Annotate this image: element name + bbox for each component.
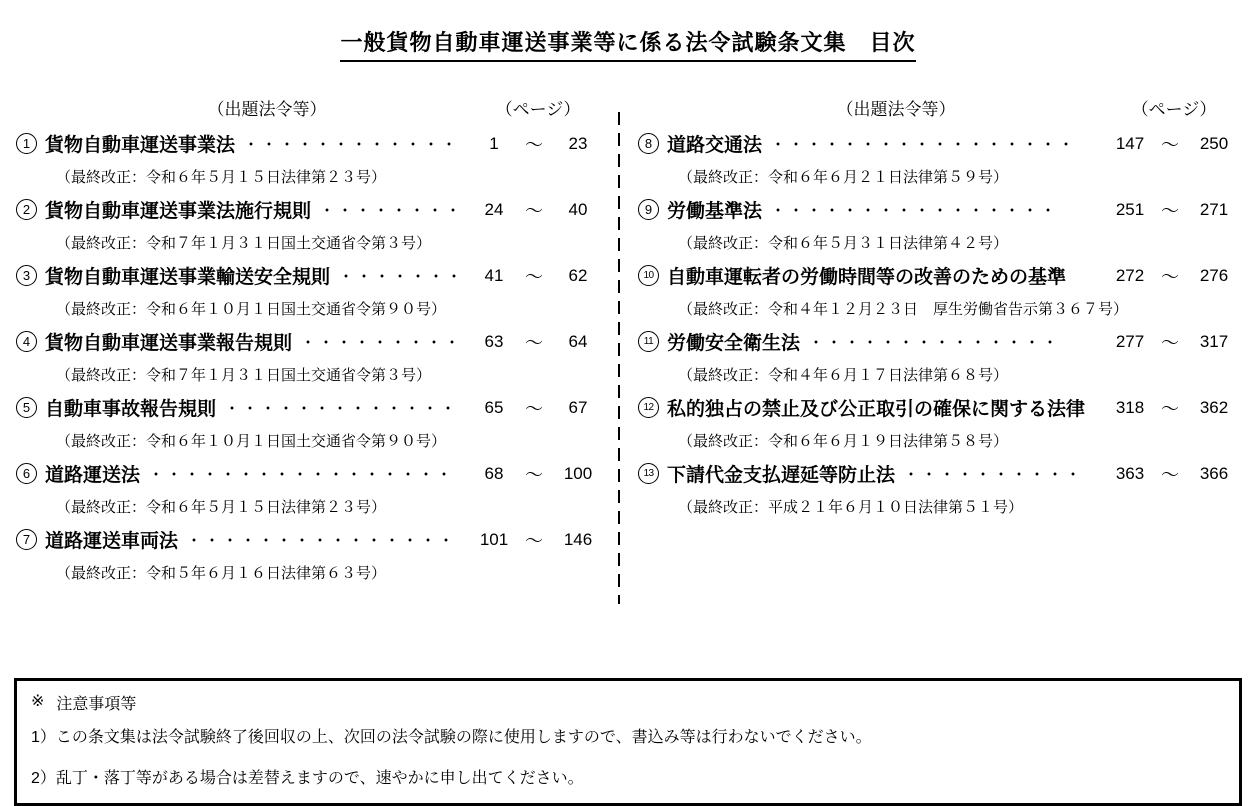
circled-number: 13 — [638, 463, 659, 484]
circled-number: 9 — [638, 199, 659, 220]
page-end: 276 — [1199, 265, 1229, 285]
revision-note: （最終改正：令和７年１月３１日国土交通省令第３号） — [56, 367, 432, 384]
header-law-right: （出題法令等） — [836, 100, 956, 119]
page-start: 68 — [484, 463, 504, 483]
toc-item — [638, 259, 1240, 325]
page-end: 40 — [568, 199, 588, 219]
page-end: 146 — [563, 529, 593, 549]
circled-number: 5 — [16, 397, 37, 418]
dot-leader: ・・・・・・・ — [338, 269, 465, 286]
page-start: 101 — [479, 529, 509, 549]
law-name: 自動車事故報告規則 — [45, 399, 217, 420]
circled-number: 1 — [16, 133, 37, 154]
header-page-right: （ページ） — [1131, 100, 1217, 119]
circled-number: 6 — [16, 463, 37, 484]
toc-columns — [0, 96, 1256, 604]
toc-item — [638, 193, 1240, 259]
page-end: 23 — [568, 133, 588, 153]
notes-box — [14, 678, 1242, 806]
circled-number: 12 — [638, 397, 659, 418]
revision-note: （最終改正：令和６年１０月１日国土交通省令第９０号） — [56, 433, 447, 450]
tilde: ～ — [1161, 398, 1179, 419]
dot-leader: ・・・・・・・・・・・・・ — [224, 401, 459, 418]
revision-note: （最終改正：令和６年１０月１日国土交通省令第９０号） — [56, 301, 447, 318]
law-name: 私的独占の禁止及び公正取引の確保に関する法律 — [667, 399, 1086, 420]
revision-note: （最終改正：令和６年５月１５日法律第２３号） — [56, 169, 387, 186]
law-name: 貨物自動車運送事業輸送安全規則 — [45, 267, 331, 288]
page-end: 362 — [1199, 397, 1229, 417]
dot-leader: ・・・・・・・・・・ — [903, 467, 1084, 484]
toc-item — [638, 457, 1240, 523]
toc-item — [16, 457, 604, 523]
page-start: 63 — [484, 331, 504, 351]
page-start: 251 — [1115, 199, 1145, 219]
toc-item — [16, 325, 604, 391]
revision-note: （最終改正：令和５年６月１６日法律第６３号） — [56, 565, 387, 582]
column-header-left — [16, 96, 604, 119]
notes-heading — [31, 691, 1225, 714]
page-start: 363 — [1115, 463, 1145, 483]
page-start: 272 — [1115, 265, 1145, 285]
circled-number: 8 — [638, 133, 659, 154]
law-list-left — [16, 96, 604, 604]
revision-note: （最終改正：令和６年５月１５日法律第２３号） — [56, 499, 387, 516]
page-end: 67 — [568, 397, 588, 417]
law-name: 道路交通法 — [667, 135, 763, 156]
law-name: 貨物自動車運送事業報告規則 — [45, 333, 293, 354]
dot-leader: ・・・・・・・・・・・・ — [243, 137, 460, 154]
circled-number: 7 — [16, 529, 37, 550]
page-end: 317 — [1199, 331, 1229, 351]
circled-number: 4 — [16, 331, 37, 352]
page-start: 1 — [489, 133, 499, 153]
page-start: 318 — [1115, 397, 1145, 417]
title-area — [0, 0, 1256, 60]
tilde: ～ — [525, 332, 543, 353]
dot-leader: ・・・・・・・・・・・・・・・ — [186, 533, 457, 550]
tilde: ～ — [1161, 464, 1179, 485]
toc-item — [16, 259, 604, 325]
page-end: 250 — [1199, 133, 1229, 153]
law-name: 道路運送法 — [45, 465, 141, 486]
page-end: 62 — [568, 265, 588, 285]
tilde: ～ — [525, 266, 543, 287]
law-name: 労働安全衛生法 — [667, 333, 801, 354]
header-law-left: （出題法令等） — [207, 100, 327, 119]
revision-note: （最終改正：平成２１年６月１０日法律第５１号） — [678, 499, 1024, 516]
toc-item — [16, 127, 604, 193]
toc-item — [638, 127, 1240, 193]
tilde: ～ — [525, 398, 543, 419]
tilde: ～ — [525, 530, 543, 551]
revision-note: （最終改正：令和６年６月１９日法律第５８号） — [678, 433, 1009, 450]
page-end: 64 — [568, 331, 588, 351]
law-name: 貨物自動車運送事業法 — [45, 135, 236, 156]
toc-item — [638, 325, 1240, 391]
law-name: 下請代金支払遅延等防止法 — [667, 465, 896, 486]
tilde: ～ — [525, 464, 543, 485]
notes-heading-text: 注意事項等 — [56, 696, 137, 713]
dot-leader: ・・・・・・・・・・・・・・・・・ — [770, 137, 1077, 154]
revision-note: （最終改正：令和４年１２月２３日 厚生労働省告示第３６７号） — [678, 301, 1129, 318]
tilde: ～ — [1161, 134, 1179, 155]
page-start: 277 — [1115, 331, 1145, 351]
tilde: ～ — [1161, 332, 1179, 353]
tilde: ～ — [1161, 266, 1179, 287]
toc-item — [16, 193, 604, 259]
page-title: 一般貨物自動車運送事業等に係る法令試験条文集 目次 — [340, 26, 915, 62]
law-name: 貨物自動車運送事業法施行規則 — [45, 201, 312, 222]
toc-item — [16, 391, 604, 457]
law-list-right — [638, 96, 1240, 604]
circled-number: 10 — [638, 265, 659, 286]
revision-note: （最終改正：令和６年６月２１日法律第５９号） — [678, 169, 1009, 186]
tilde: ～ — [525, 200, 543, 221]
page-start: 41 — [484, 265, 504, 285]
circled-number: 2 — [16, 199, 37, 220]
circled-number: 3 — [16, 265, 37, 286]
dot-leader: ・・・・・・・・・・・・・・・・・ — [148, 467, 455, 484]
revision-note: （最終改正：令和７年１月３１日国土交通省令第３号） — [56, 235, 432, 252]
note-line-1: 1）この条文集は法令試験終了後回収の上、次回の法令試験の際に使用しますので、書込み等は行わないでください。 — [31, 729, 872, 746]
law-name: 道路運送車両法 — [45, 531, 179, 552]
revision-note: （最終改正：令和６年５月３１日法律第４２号） — [678, 235, 1009, 252]
dot-leader: ・・・・・・・・・・・・・・ — [808, 335, 1061, 352]
dot-leader: ・・・・・・・・・ — [300, 335, 463, 352]
column-divider — [618, 112, 620, 604]
tilde: ～ — [525, 134, 543, 155]
dot-leader: ・・・・・・・・・・・・・・・・ — [770, 203, 1059, 220]
toc-item — [638, 391, 1240, 457]
page-start: 65 — [484, 397, 504, 417]
law-name: 労働基準法 — [667, 201, 763, 222]
page-start: 147 — [1115, 133, 1145, 153]
note-line-2: 2）乱丁・落丁等がある場合は差替えますので、速やかに申し出てください。 — [31, 770, 584, 787]
page-start: 24 — [484, 199, 504, 219]
header-page-left: （ページ） — [495, 100, 581, 119]
toc-item — [16, 523, 604, 589]
page-end: 366 — [1199, 463, 1229, 483]
page-end: 271 — [1199, 199, 1229, 219]
column-header-right — [638, 96, 1240, 119]
dot-leader: ・・・・・・・・ — [319, 203, 464, 220]
revision-note: （最終改正：令和４年６月１７日法律第６８号） — [678, 367, 1009, 384]
law-name: 自動車運転者の労働時間等の改善のための基準 — [667, 267, 1067, 288]
circled-number: 11 — [638, 331, 659, 352]
reference-mark: ※ — [31, 693, 45, 710]
tilde: ～ — [1161, 200, 1179, 221]
page-end: 100 — [563, 463, 593, 483]
